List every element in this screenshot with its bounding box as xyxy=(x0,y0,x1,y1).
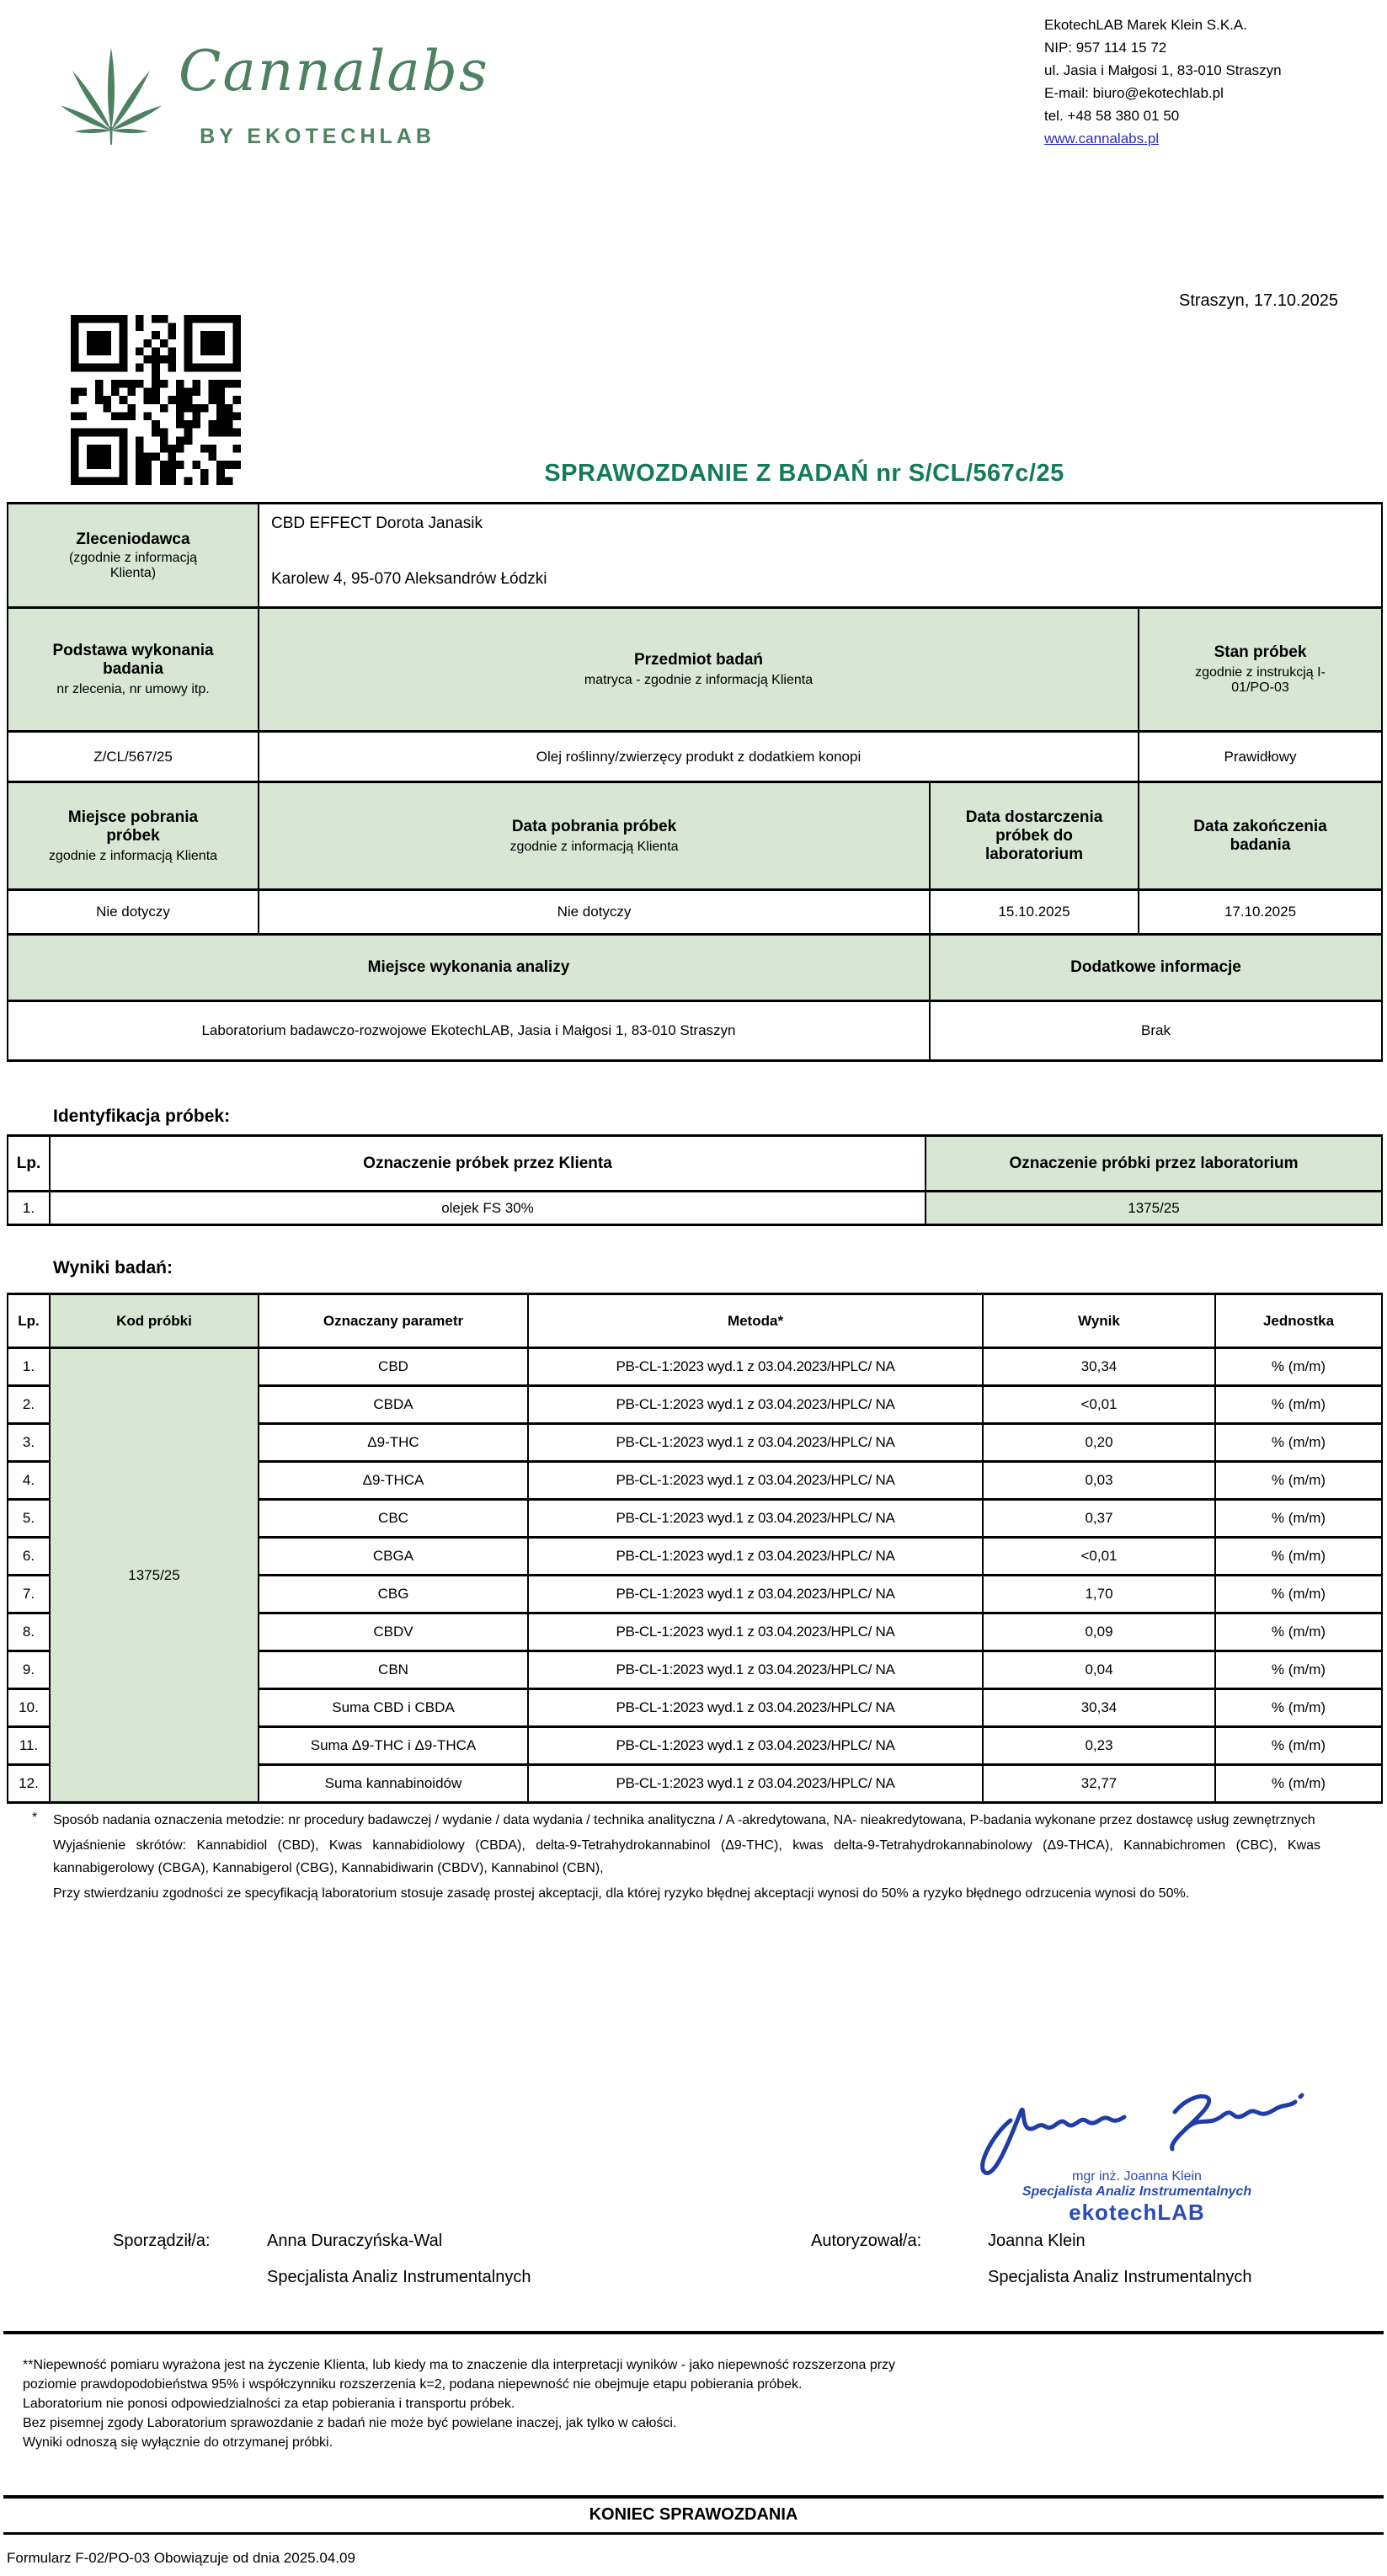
authorized-label: Autoryzował/a: xyxy=(811,2232,922,2250)
result-value: 0,37 xyxy=(983,1500,1215,1538)
result-param: CBG xyxy=(259,1576,528,1613)
result-method: PB-CL-1:2023 wyd.1 z 03.04.2023/HPLC/ NA xyxy=(528,1727,983,1765)
przedmiot-title: Przedmiot badań xyxy=(633,651,764,669)
form-reference: Formularz F-02/PO-03 Obowiązuje od dnia 2025.04.09 xyxy=(7,2550,355,2566)
logo-brand-text: Cannalabs xyxy=(179,39,489,104)
result-lp: 3. xyxy=(8,1424,50,1462)
result-value: 30,34 xyxy=(983,1689,1215,1727)
divider-line xyxy=(3,2532,1384,2535)
report-info-table xyxy=(7,502,1383,1062)
result-method: PB-CL-1:2023 wyd.1 z 03.04.2023/HPLC/ NA xyxy=(528,1613,983,1651)
data-pobrania-subtitle: zgodnie z informacją Klienta xyxy=(509,839,679,854)
result-lp: 2. xyxy=(8,1386,50,1424)
cell-data-pobrania-value: Nie dotyczy xyxy=(259,890,930,935)
divider-line xyxy=(3,2331,1384,2334)
result-row xyxy=(8,1348,1382,1386)
company-nip: NIP: 957 114 15 72 xyxy=(1044,40,1167,56)
result-unit: % (m/m) xyxy=(1215,1538,1382,1576)
result-unit: % (m/m) xyxy=(1215,1613,1382,1651)
sample-identification-table xyxy=(7,1134,1383,1226)
disclaimer-line: Wyniki odnoszą się wyłącznie do otrzymanej próbki. xyxy=(23,2435,333,2450)
cell-stan-header xyxy=(1139,608,1382,732)
signature-image xyxy=(960,2087,1314,2179)
result-param: CBDA xyxy=(259,1386,528,1424)
cell-stan-value: Prawidłowy xyxy=(1139,732,1382,782)
results-header-result: Wynik xyxy=(983,1294,1215,1348)
stamp-brand: ekotechLAB xyxy=(1069,2200,1205,2225)
results-header-unit: Jednostka xyxy=(1215,1294,1382,1348)
result-param: CBD xyxy=(259,1348,528,1386)
result-lp: 1. xyxy=(8,1348,50,1386)
result-method: PB-CL-1:2023 wyd.1 z 03.04.2023/HPLC/ NA xyxy=(528,1765,983,1803)
ident-row-lab: 1375/25 xyxy=(926,1192,1382,1225)
cell-data-zakonczenia-value: 17.10.2025 xyxy=(1139,890,1382,935)
ident-header-client: Oznaczenie próbek przez Klienta xyxy=(50,1136,926,1192)
result-method: PB-CL-1:2023 wyd.1 z 03.04.2023/HPLC/ NA xyxy=(528,1651,983,1689)
result-unit: % (m/m) xyxy=(1215,1765,1382,1803)
client-address: Karolew 4, 95-070 Aleksandrów Łódzki xyxy=(271,570,547,588)
results-header-method: Metoda* xyxy=(528,1294,983,1348)
prepared-role: Specjalista Analiz Instrumentalnych xyxy=(267,2268,531,2286)
podstawa-title: Podstawa wykonania badania xyxy=(52,642,214,678)
cell-dodatkowe-value: Brak xyxy=(930,1001,1382,1061)
ident-header-lab: Oznaczenie próbki przez laboratorium xyxy=(926,1136,1382,1192)
dodatkowe-title: Dodatkowe informacje xyxy=(1070,958,1241,976)
data-zakonczenia-title: Data zakończenia badania xyxy=(1193,817,1327,854)
place-date: Straszyn, 17.10.2025 xyxy=(1178,291,1338,310)
footnotes xyxy=(53,1809,1320,1907)
result-value: <0,01 xyxy=(983,1386,1215,1424)
result-lp: 7. xyxy=(8,1576,50,1613)
qr-code xyxy=(71,315,241,485)
method-footnote: Sposób nadania oznaczenia metodzie: nr procedury badawczej / wydanie / data wydania / technika analityczna / A -akredytowana, NA- nieakredytowana, P-badania wykonane przez dostawcę usług zewnętrznych xyxy=(53,1813,1315,1827)
result-lp: 4. xyxy=(8,1462,50,1500)
result-lp: 10. xyxy=(8,1689,50,1727)
authorization-stamp xyxy=(910,2087,1364,2226)
result-unit: % (m/m) xyxy=(1215,1689,1382,1727)
result-param: Suma Δ9-THC i Δ9-THCA xyxy=(259,1727,528,1765)
disclaimer-line: **Niepewność pomiaru wyrażona jest na życzenie Klienta, lub kiedy ma to znaczenie dla interpretacji wyników - jako niepewność rozszerzona przy xyxy=(23,2358,896,2372)
result-lp: 8. xyxy=(8,1613,50,1651)
result-value: <0,01 xyxy=(983,1538,1215,1576)
result-value: 0,23 xyxy=(983,1727,1215,1765)
result-method: PB-CL-1:2023 wyd.1 z 03.04.2023/HPLC/ NA xyxy=(528,1462,983,1500)
stamp-name: mgr inż. Joanna Klein xyxy=(1072,2169,1202,2184)
company-address: ul. Jasia i Małgosi 1, 83-010 Straszyn xyxy=(1044,62,1282,78)
zleceniodawca-subtitle: (zgodnie z informacją Klienta) xyxy=(68,550,198,580)
miejsce-pobrania-title: Miejsce pobrania próbek xyxy=(67,808,199,845)
cell-miejsce-wykonania-value: Laboratorium badawczo-rozwojowe EkotechLAB, Jasia i Małgosi 1, 83-010 Straszyn xyxy=(8,1001,930,1061)
cell-zleceniodawca-header xyxy=(8,504,259,608)
result-param: Suma kannabinoidów xyxy=(259,1765,528,1803)
miejsce-wykonania-title: Miejsce wykonania analizy xyxy=(367,958,570,976)
end-of-report-label: KONIEC SPRAWOZDANIA xyxy=(589,2505,798,2524)
results-header-param: Oznaczany parametr xyxy=(259,1294,528,1348)
result-method: PB-CL-1:2023 wyd.1 z 03.04.2023/HPLC/ NA xyxy=(528,1348,983,1386)
company-info xyxy=(1044,13,1381,150)
result-method: PB-CL-1:2023 wyd.1 z 03.04.2023/HPLC/ NA xyxy=(528,1424,983,1462)
results-header-lp: Lp. xyxy=(8,1294,50,1348)
result-param: Suma CBD i CBDA xyxy=(259,1689,528,1727)
company-name: EkotechLAB Marek Klein S.K.A. xyxy=(1044,17,1247,33)
company-website-link[interactable]: www.cannalabs.pl xyxy=(1044,131,1160,147)
stamp-role: Specjalista Analiz Instrumentalnych xyxy=(1022,2184,1252,2199)
cell-miejsce-pobrania-value: Nie dotyczy xyxy=(8,890,259,935)
stan-subtitle: zgodnie z instrukcją I-01/PO-03 xyxy=(1195,665,1326,695)
stan-title: Stan próbek xyxy=(1214,643,1307,661)
prepared-name: Anna Duraczyńska-Wal xyxy=(267,2232,443,2250)
ident-row-lp: 1. xyxy=(8,1192,50,1225)
cell-miejsce-wykonania-header xyxy=(8,935,930,1001)
result-value: 0,09 xyxy=(983,1613,1215,1651)
cell-dodatkowe-header xyxy=(930,935,1382,1001)
result-method: PB-CL-1:2023 wyd.1 z 03.04.2023/HPLC/ NA xyxy=(528,1689,983,1727)
result-unit: % (m/m) xyxy=(1215,1727,1382,1765)
result-value: 0,04 xyxy=(983,1651,1215,1689)
logo-byline: BY EKOTECHLAB xyxy=(200,125,435,148)
disclaimer-line: Bez pisemnej zgody Laboratorium sprawozdanie z badań nie może być powielane inaczej, jak tylko w całości. xyxy=(23,2416,677,2430)
cell-data-dostarczenia-header xyxy=(930,782,1139,890)
disclaimer-block xyxy=(23,2355,1362,2452)
result-param: CBC xyxy=(259,1500,528,1538)
result-value: 1,70 xyxy=(983,1576,1215,1613)
result-value: 0,03 xyxy=(983,1462,1215,1500)
prepared-label: Sporządził/a: xyxy=(113,2232,211,2250)
result-sample-code: 1375/25 xyxy=(50,1348,259,1803)
cell-przedmiot-header xyxy=(259,608,1139,732)
results-heading: Wyniki badań: xyxy=(53,1258,173,1277)
cell-client-details xyxy=(259,504,1382,608)
cell-data-pobrania-header xyxy=(259,782,930,890)
przedmiot-subtitle: matryca - zgodnie z informacją Klienta xyxy=(584,673,814,687)
results-header-code: Kod próbki xyxy=(50,1294,259,1348)
footnote-asterisk: * xyxy=(32,1811,38,1825)
result-lp: 9. xyxy=(8,1651,50,1689)
cell-podstawa-value: Z/CL/567/25 xyxy=(8,732,259,782)
result-lp: 12. xyxy=(8,1765,50,1803)
cell-data-dostarczenia-value: 15.10.2025 xyxy=(930,890,1139,935)
result-param: CBGA xyxy=(259,1538,528,1576)
zleceniodawca-title: Zleceniodawca xyxy=(76,530,190,548)
disclaimer-line: Laboratorium nie ponosi odpowiedzialności za etap pobierania i transportu próbek. xyxy=(23,2397,515,2411)
result-unit: % (m/m) xyxy=(1215,1348,1382,1386)
result-lp: 5. xyxy=(8,1500,50,1538)
result-param: CBN xyxy=(259,1651,528,1689)
abbreviations-note: Wyjaśnienie skrótów: Kannabidiol (CBD), Kwas kannabidiolowy (CBDA), delta-9-Tetrahydrokannabinol (Δ9-THC), kwas delta-9-Tetrahydrokannabinolowy (Δ9-THCA), Kannabichromen (CBC), Kwas kannabigerolowy (CBGA), Kannabigerol (CBG), Kannabidiwarin (CBDV), Kannabinol (CBN), xyxy=(53,1838,1320,1875)
result-method: PB-CL-1:2023 wyd.1 z 03.04.2023/HPLC/ NA xyxy=(528,1500,983,1538)
result-param: Δ9-THCA xyxy=(259,1462,528,1500)
result-method: PB-CL-1:2023 wyd.1 z 03.04.2023/HPLC/ NA xyxy=(528,1538,983,1576)
company-email: E-mail: biuro@ekotechlab.pl xyxy=(1044,85,1224,101)
cell-podstawa-header xyxy=(8,608,259,732)
cell-przedmiot-value: Olej roślinny/zwierzęcy produkt z dodatkiem konopi xyxy=(259,732,1139,782)
results-table xyxy=(7,1293,1383,1804)
cannabis-leaf-icon xyxy=(56,34,167,150)
data-dostarczenia-title: Data dostarczenia próbek do laboratorium xyxy=(965,808,1103,863)
cell-data-zakonczenia-header xyxy=(1139,782,1382,890)
result-param: Δ9-THC xyxy=(259,1424,528,1462)
result-lp: 6. xyxy=(8,1538,50,1576)
podstawa-subtitle: nr zlecenia, nr umowy itp. xyxy=(56,682,210,696)
result-unit: % (m/m) xyxy=(1215,1386,1382,1424)
company-phone: tel. +48 58 380 01 50 xyxy=(1044,108,1180,124)
authorized-role: Specjalista Analiz Instrumentalnych xyxy=(988,2268,1252,2286)
miejsce-pobrania-subtitle: zgodnie z informacją Klienta xyxy=(48,848,218,863)
result-unit: % (m/m) xyxy=(1215,1462,1382,1500)
result-value: 30,34 xyxy=(983,1348,1215,1386)
disclaimer-line: poziomie prawdopodobieństwa 95% i współczynniku rozszerzenia k=2, podana niepewność nie obejmuje etapu pobierania próbek. xyxy=(23,2377,803,2392)
client-name: CBD EFFECT Dorota Janasik xyxy=(271,515,483,532)
result-unit: % (m/m) xyxy=(1215,1500,1382,1538)
result-value: 0,20 xyxy=(983,1424,1215,1462)
result-method: PB-CL-1:2023 wyd.1 z 03.04.2023/HPLC/ NA xyxy=(528,1386,983,1424)
result-unit: % (m/m) xyxy=(1215,1651,1382,1689)
divider-line xyxy=(3,2495,1384,2499)
ident-header-lp: Lp. xyxy=(8,1136,50,1192)
authorized-name: Joanna Klein xyxy=(988,2232,1086,2250)
ident-row-client: olejek FS 30% xyxy=(50,1192,926,1225)
cell-miejsce-pobrania-header xyxy=(8,782,259,890)
result-lp: 11. xyxy=(8,1727,50,1765)
report-title: SPRAWOZDANIE Z BADAŃ nr S/CL/567c/25 xyxy=(544,460,1064,487)
result-unit: % (m/m) xyxy=(1215,1576,1382,1613)
acceptance-note: Przy stwierdzaniu zgodności ze specyfikacją laboratorium stosuje zasadę prostej akceptacji, dla której ryzyko błędnej akceptacji wynosi do 50% a ryzyko błędnego odrzucenia wynosi do 50%. xyxy=(53,1886,1190,1901)
identification-heading: Identyfikacja próbek: xyxy=(53,1107,231,1126)
result-method: PB-CL-1:2023 wyd.1 z 03.04.2023/HPLC/ NA xyxy=(528,1576,983,1613)
result-value: 32,77 xyxy=(983,1765,1215,1803)
result-param: CBDV xyxy=(259,1613,528,1651)
result-unit: % (m/m) xyxy=(1215,1424,1382,1462)
data-pobrania-title: Data pobrania próbek xyxy=(511,817,677,835)
